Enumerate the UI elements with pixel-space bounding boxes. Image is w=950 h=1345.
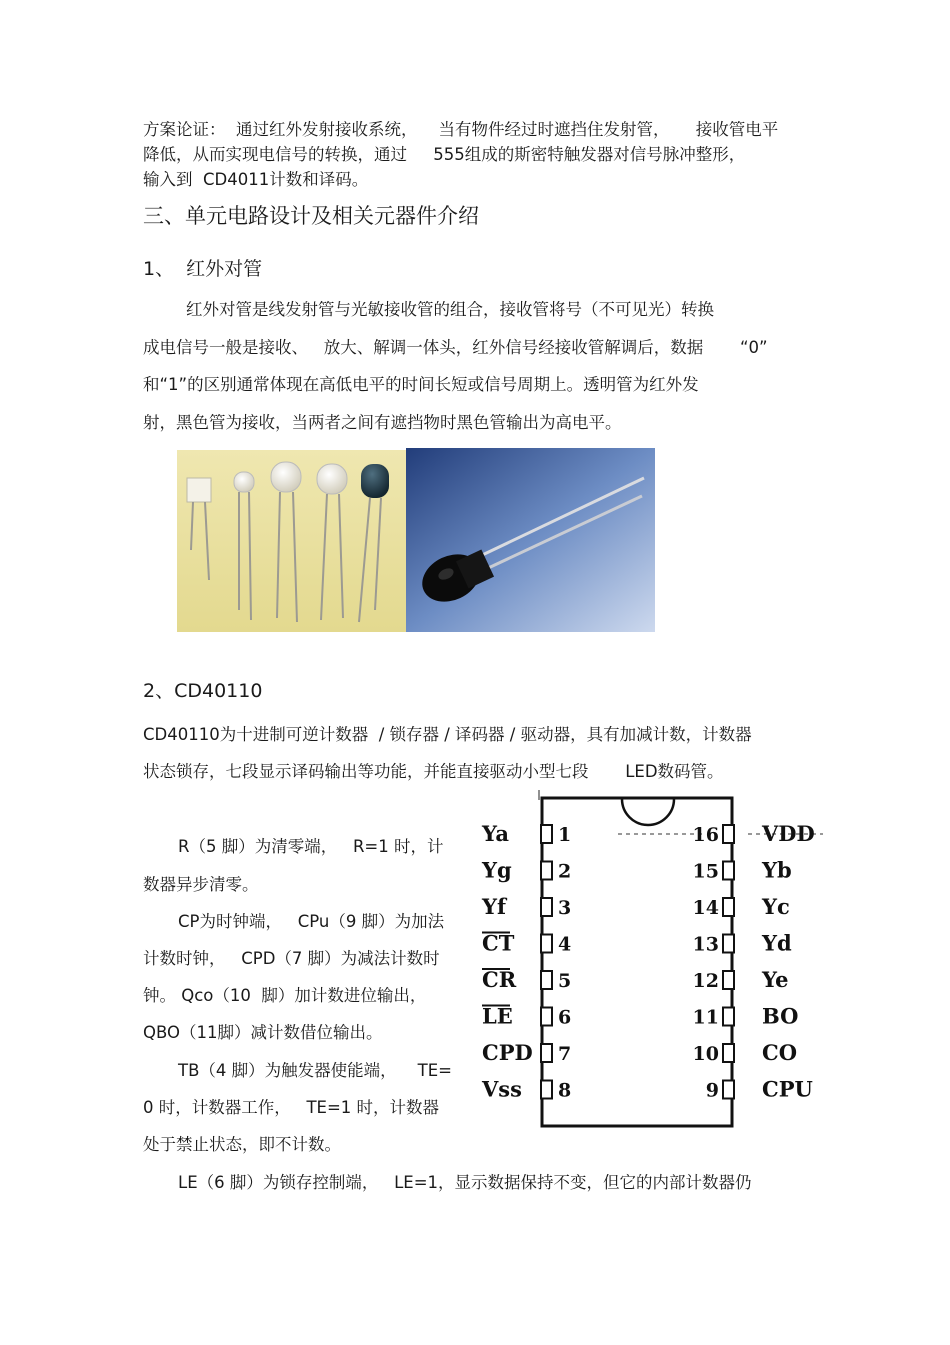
pin-box-right-9 — [723, 1081, 734, 1099]
pin-number-10: 10 — [692, 1043, 719, 1065]
pin-desc-line-2: 数器异步清零。 — [143, 875, 259, 894]
pin-number-8: 8 — [558, 1079, 572, 1102]
pin-label-yf: Yf — [482, 894, 507, 919]
ir-para-line-3: 和“1”的区别通常体现在高低电平的时间长短或信号周期上。透明管为红外发 — [143, 375, 699, 394]
pin-label-cpd: CPD — [482, 1040, 533, 1065]
pin-box-left-2 — [541, 862, 552, 880]
pin-label-yb: Yb — [762, 857, 792, 883]
pin-desc-line-1: R（5 脚）为清零端， R=1 时，计 — [178, 837, 444, 856]
ir-heading: 1、 红外对管 — [143, 258, 263, 280]
pin-label-ct: CT — [482, 930, 515, 956]
pin-number-7: 7 — [558, 1043, 572, 1065]
pin-box-right-13 — [723, 935, 734, 953]
pin-label-le: LE — [482, 1003, 513, 1029]
pin-desc-line-7: TB（4 脚）为触发器使能端， TE= — [178, 1061, 452, 1080]
pin-desc-line-3: CP为时钟端， CPu（9 脚）为加法 — [178, 912, 445, 931]
pin-desc-line-5: 钟。 Qco（10 脚）加计数进位输出， — [143, 986, 427, 1005]
ir-pair-photo-transparent — [177, 450, 406, 632]
pin-number-5: 5 — [558, 970, 572, 992]
pin-label-ya: Ya — [482, 821, 509, 846]
pin-label-cr: CR — [482, 967, 517, 992]
chip-notch — [622, 799, 674, 825]
intro-line-1: 方案论证： 通过红外发射接收系统， 当有物件经过时遮挡住发射管， 接收管电平 — [143, 120, 779, 139]
pin-box-left-8 — [541, 1081, 552, 1099]
pin-box-right-14 — [723, 898, 734, 916]
pin-desc-last-line: LE（6 脚）为锁存控制端， LE=1，显示数据保持不变，但它的内部计数器仍 — [178, 1173, 752, 1192]
pin-number-9: 9 — [705, 1079, 719, 1102]
intro-line-3: 输入到 CD4011计数和译码。 — [143, 170, 369, 189]
pin-label-vdd: VDD — [762, 821, 815, 846]
pin-box-left-7 — [541, 1044, 552, 1062]
pin-number-3: 3 — [558, 897, 572, 919]
pin-desc-line-9: 处于禁止状态，即不计数。 — [143, 1135, 341, 1154]
ir-para-line-2: 成电信号一般是接收、 放大、解调一体头，红外信号经接收管解调后，数据 “0” — [143, 338, 768, 357]
section-3-title: 三、单元电路设计及相关元器件介绍 — [143, 204, 479, 228]
pin-number-13: 13 — [692, 933, 719, 956]
cd40110-para-line-2: 状态锁存，七段显示译码输出等功能，并能直接驱动小型七段 LED数码管。 — [143, 762, 724, 781]
cd40110-pinout-diagram — [478, 790, 828, 1135]
pin-label-yd: Yd — [762, 930, 792, 956]
ir-para-line-1: 红外对管是线发射管与光敏接收管的组合，接收管将号（不可见光）转换 — [186, 300, 714, 319]
pin-number-14: 14 — [692, 897, 719, 919]
pin-box-left-1 — [541, 825, 552, 843]
intro-line-2: 降低，从而实现电信号的转换，通过 555组成的斯密特触发器对信号脉冲整形， — [143, 145, 746, 164]
pin-desc-line-8: 0 时，计数器工作， TE=1 时，计数器 — [143, 1098, 440, 1117]
pin-box-right-16 — [723, 825, 734, 843]
chip-body — [542, 798, 732, 1126]
pin-label-ye: Ye — [762, 967, 789, 992]
pin-number-1: 1 — [558, 824, 572, 846]
pin-label-yc: Yc — [762, 894, 790, 919]
pin-number-2: 2 — [558, 860, 572, 883]
pin-number-12: 12 — [692, 970, 719, 992]
pin-label-yg: Yg — [482, 857, 512, 883]
pin-label-bo: BO — [762, 1003, 799, 1029]
cd40110-para-line-1: CD40110为十进制可逆计数器 / 锁存器 / 译码器 / 驱动器，具有加减计数，计数器 — [143, 725, 752, 744]
pin-label-cpu: CPU — [762, 1076, 813, 1102]
pin-number-11: 11 — [692, 1006, 719, 1029]
pin-label-vss: Vss — [482, 1076, 522, 1102]
ir-receiver-photo-black — [406, 448, 655, 632]
pin-box-right-10 — [723, 1044, 734, 1062]
pin-box-right-15 — [723, 862, 734, 880]
pin-box-left-4 — [541, 935, 552, 953]
pin-number-15: 15 — [692, 860, 719, 883]
pin-desc-line-6: QBO（11脚）减计数借位输出。 — [143, 1023, 383, 1042]
pin-desc-line-4: 计数时钟， CPD（7 脚）为减法计数时 — [143, 949, 440, 968]
pin-box-left-6 — [541, 1008, 552, 1026]
cd40110-heading: 2、CD40110 — [143, 680, 263, 702]
pin-box-right-12 — [723, 971, 734, 989]
pin-number-6: 6 — [558, 1006, 572, 1029]
pin-box-left-5 — [541, 971, 552, 989]
pin-number-4: 4 — [558, 933, 572, 956]
pin-box-left-3 — [541, 898, 552, 916]
pin-label-co: CO — [762, 1040, 798, 1065]
ir-para-line-4: 射，黑色管为接收，当两者之间有遮挡物时黑色管输出为高电平。 — [143, 413, 622, 432]
pin-box-right-11 — [723, 1008, 734, 1026]
pin-number-16: 16 — [692, 824, 719, 846]
